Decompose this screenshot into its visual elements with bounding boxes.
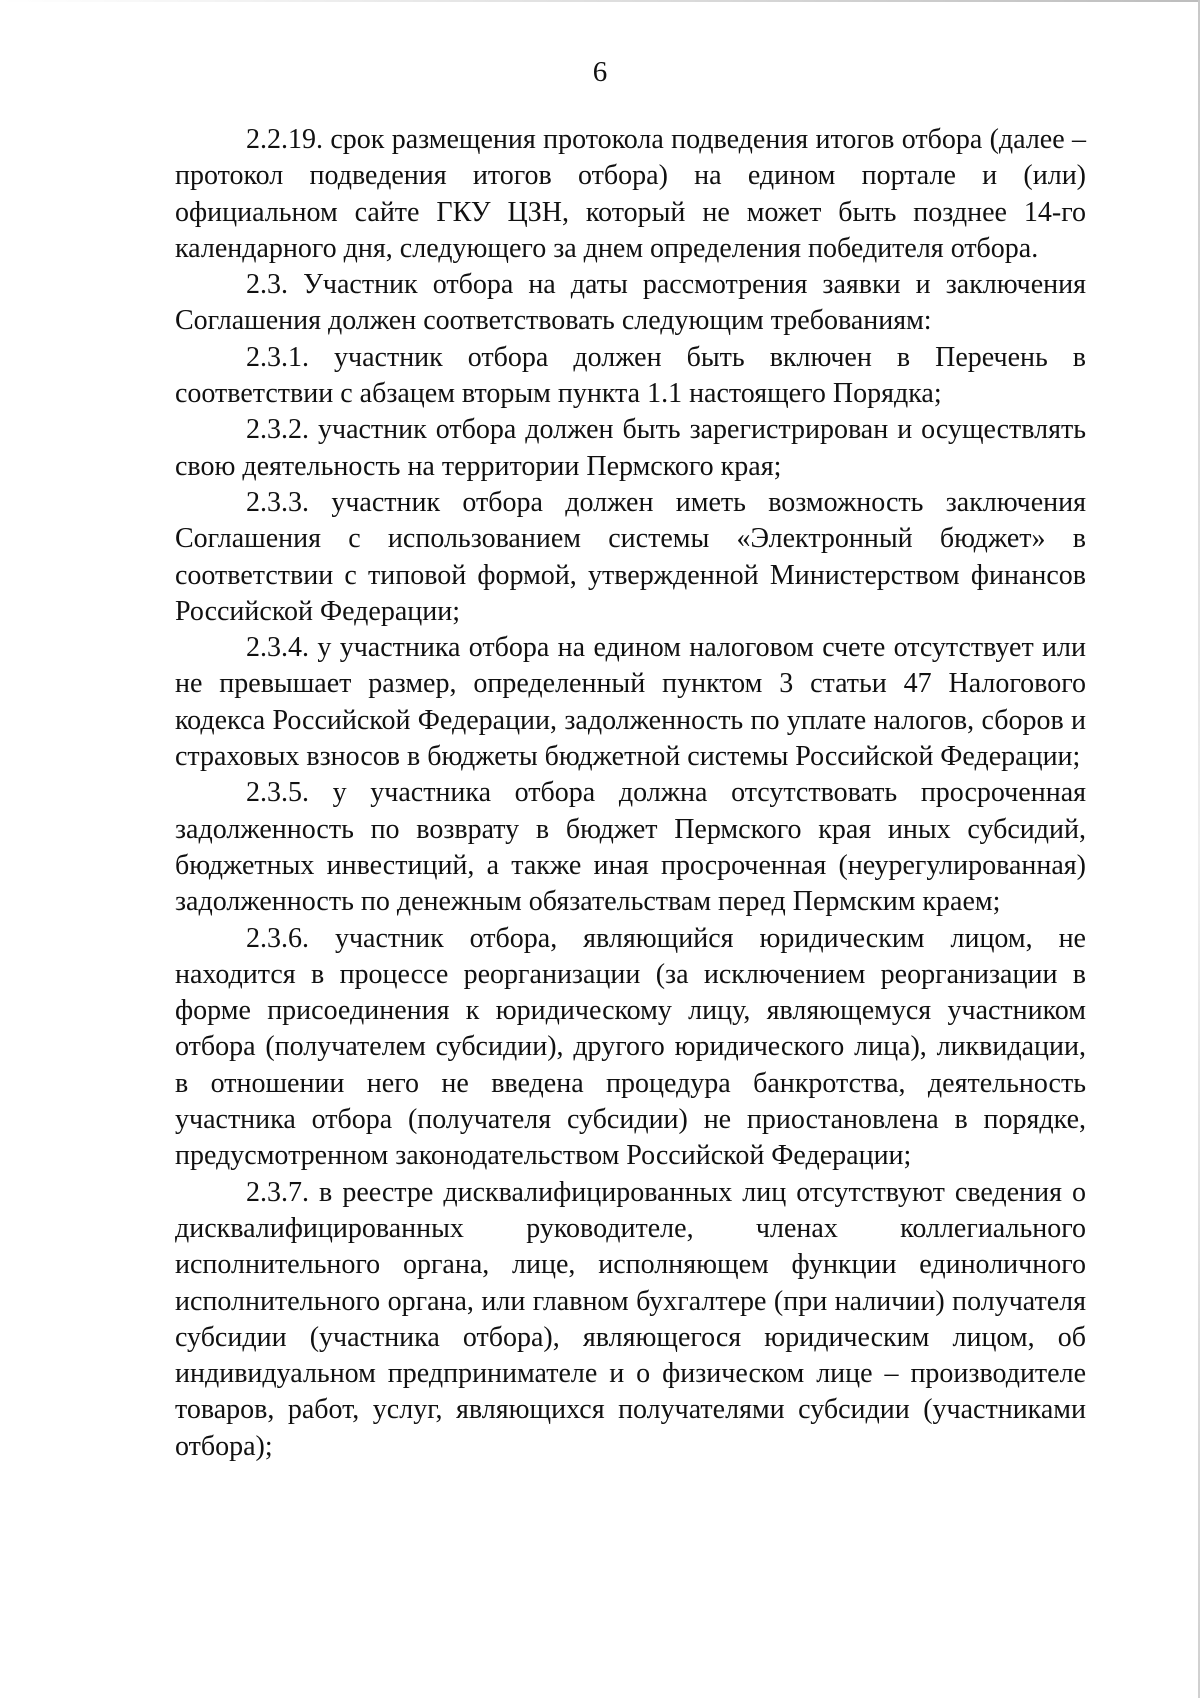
scan-edge-top [0,0,1200,2]
paragraph-2-3-7: 2.3.7. в реестре дисквалифицированных лиц отсутствуют сведения о дисквалифицированных руководителе, членах коллегиального исполнительного органа, лице, исполняющем функции единоличного исполнительного органа, или главном бухгалтере (при наличии) получателя субсидии (участника отбора), являющегося юридическим лицом, об индивидуальном предпринимателе и о физическом лице – производителе товаров, работ, услуг, являющихся получателями субсидии (участниками отбора); [175,1176,1086,1462]
paragraph-2-3: 2.3. Участник отбора на даты рассмотрения заявки и заключения Соглашения должен соответствовать следующим требованиям: [175,269,1086,337]
paragraph-2-3-5: 2.3.5. у участника отбора должна отсутствовать просроченная задолженность по возврату в бюджет Пермского края иных субсидий, бюджетных инвестиций, а также иная просроченная (неурегулированная) задолженность по денежным обязательствам перед Пермским краем; [175,777,1086,918]
paragraph-2-3-1: 2.3.1. участник отбора должен быть включен в Перечень в соответствии с абзацем вторым пункта 1.1 настоящего Порядка; [175,341,1086,410]
paragraph-2-2-19: 2.2.19. срок размещения протокола подведения итогов отбора (далее – протокол подведения итогов отбора) на едином портале и (или) официальном сайте ГКУ ЦЗН, который не может быть позднее 14-го календарного дня, следующего за днем определения победителя отбора. [175,124,1086,264]
paragraph-2-3-3: 2.3.3. участник отбора должен иметь возможность заключения Соглашения с использованием системы «Электронный бюджет» в соответствии с типовой формой, утвержденной Министерством финансов Российской Федерации; [175,486,1086,627]
body-text [175,122,1086,1465]
paragraph-2-3-4: 2.3.4. у участника отбора на едином налоговом счете отсутствует или не превышает размер, определенный пунктом 3 статьи 47 Налогового кодекса Российской Федерации, задолженность по уплате налогов, сборов и страховых взносов в бюджеты бюджетной системы Российской Федерации; [175,632,1086,773]
page-number: 6 [592,56,608,88]
paragraph-2-3-6: 2.3.6. участник отбора, являющийся юридическим лицом, не находится в процессе реорганизации (за исключением реорганизации в форме присоединения к юридическому лицу, являющемуся участником отбора (получателем субсидии), другого юридического лица), ликвидации, в отношении него не введена процедура банкротства, деятельность участника отбора (получателя субсидии) не приостановлена в порядке, предусмотренном законодательством Российской Федерации; [175,922,1086,1172]
paragraph-2-3-2: 2.3.2. участник отбора должен быть зарегистрирован и осуществлять свою деятельность на территории Пермского края; [175,414,1086,482]
